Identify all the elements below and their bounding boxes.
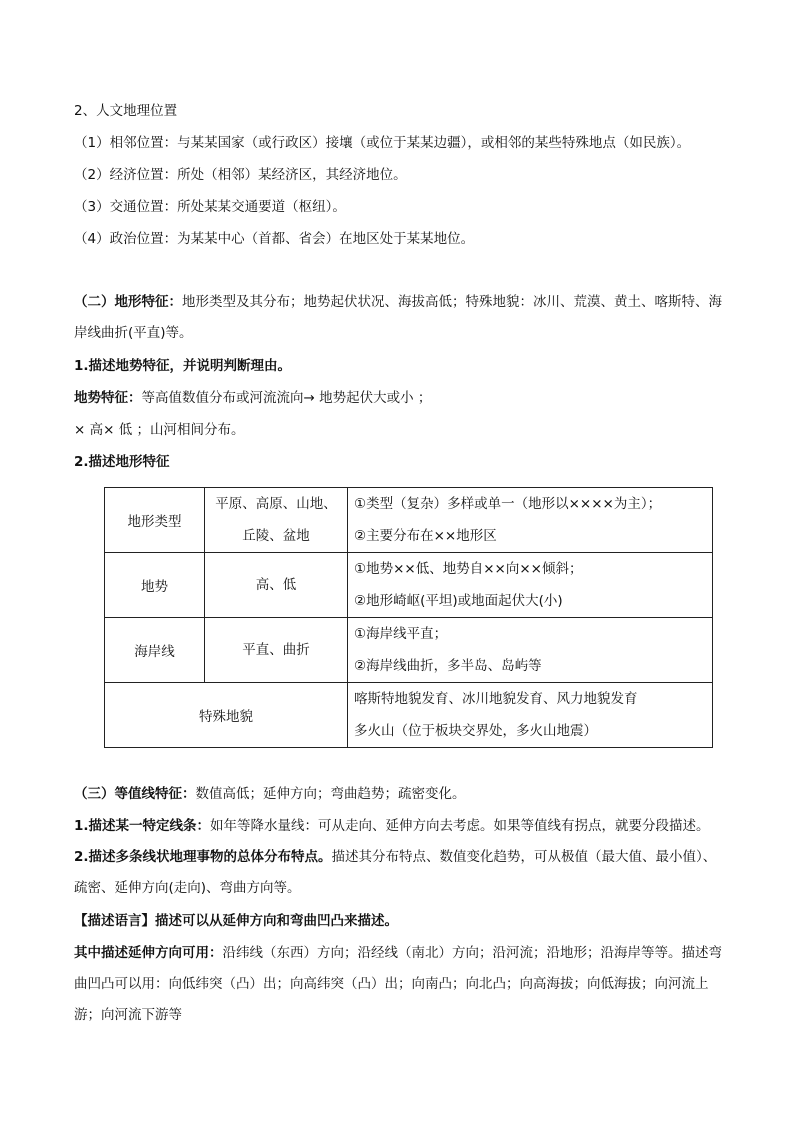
cell-line: 平直、曲折 (242, 642, 310, 658)
isoline-p1-text: 如年等降水量线：可从走向、延伸方向去考虑。如果等值线有拐点，就要分段描述。 (210, 818, 710, 834)
table-cell-values (205, 553, 348, 618)
cell-line: ②地形崎岖(平坦)或地面起伏大(小) (354, 593, 563, 609)
isoline-p1-label: 1.描述某一特定线条： (74, 818, 211, 834)
terrain-heading-text: 地形类型及其分布；地势起伏状况、海拔高低；特殊地貌：冰川、荒漠、黄土、喀斯特、海岸线曲折(平直)等。 (74, 294, 722, 341)
table-cell-description (348, 553, 713, 618)
table-cell-values (205, 488, 348, 553)
table-row (105, 488, 713, 553)
table-cell-type: 地形类型 (105, 488, 205, 553)
cell-line: ①类型（复杂）多样或单一（地形以××××为主）； (354, 496, 662, 512)
cell-line: ①海岸线平直； (354, 626, 448, 642)
cell-line: ②海岸线曲折，多半岛、岛屿等 (354, 658, 542, 674)
isoline-p4-text: 沿纬线（东西）方向；沿经线（南北）方向；沿河流；沿地形；沿海岸等等。描述弯曲凹凸可以用：向低纬突（凸）出；向高纬突（凸）出；向南凸；向北凸；向高海拔；向低海拔；向河流上游；向河流下游等 (74, 945, 722, 1023)
isoline-heading-text: 数值高低；延伸方向；弯曲趋势；疏密变化。 (195, 786, 466, 802)
terrain-heading-label: （二）地形特征： (74, 294, 182, 310)
relief-feature-line-2: × 高× 低 ；山河相间分布。 (74, 422, 245, 438)
isoline-p2-text: 描述其分布特点、数值变化趋势，可从极值（最大值、最小值）、疏密、延伸方向(走向)、弯曲方向等。 (74, 849, 717, 896)
terrain-heading (74, 287, 722, 349)
table-cell-values (205, 618, 348, 683)
section-human-title: 2、人文地理位置 (74, 103, 178, 119)
table-cell-type: 地势 (105, 553, 205, 618)
cell-line: ②主要分布在××地形区 (354, 528, 497, 544)
isoline-description-language: 【描述语言】描述可以从延伸方向和弯曲凹凸来描述。 (74, 913, 398, 929)
table-cell-description (348, 488, 713, 553)
isoline-heading-label: （三）等值线特征： (74, 786, 196, 802)
human-item-3: （3）交通位置：所处某某交通要道（枢纽）。 (74, 199, 346, 215)
table-row (105, 553, 713, 618)
isoline-p4-label: 其中描述延伸方向可用： (74, 945, 223, 961)
table-cell-description (348, 683, 713, 748)
human-item-4: （4）政治位置：为某某中心（首都、省会）在地区处于某某地位。 (74, 231, 475, 247)
human-item-1: （1）相邻位置：与某某国家（或行政区）接壤（或位于某某边疆），或相邻的某些特殊地点（如民族）。 (74, 135, 691, 151)
human-item-2: （2）经济位置：所处（相邻）某经济区，其经济地位。 (74, 167, 407, 183)
table-row (105, 683, 713, 748)
terrain-sub2-title: 2.描述地形特征 (74, 454, 170, 470)
isoline-paragraph-2 (74, 842, 722, 904)
table-cell-type: 海岸线 (105, 618, 205, 683)
table-row (105, 618, 713, 683)
isoline-paragraph-4 (74, 938, 722, 1031)
cell-line: 喀斯特地貌发育、冰川地貌发育、风力地貌发育 (354, 691, 638, 707)
terrain-feature-table (104, 487, 713, 748)
terrain-sub1-title: 1.描述地势特征，并说明判断理由。 (74, 358, 292, 374)
cell-line: 丘陵、盆地 (242, 528, 310, 544)
isoline-p2-label: 2.描述多条线状地理事物的总体分布特点。 (74, 849, 332, 865)
cell-line: ①地势××低、地势自××向××倾斜； (354, 561, 583, 577)
cell-line: 平原、高原、山地、 (215, 496, 337, 512)
relief-feature-line (74, 388, 431, 408)
cell-line: 高、低 (255, 577, 297, 593)
table-cell-description (348, 618, 713, 683)
table-cell-type: 特殊地貌 (105, 683, 348, 748)
relief-feature-label: 地势特征： (74, 390, 142, 406)
isoline-heading (74, 784, 466, 804)
relief-feature-text: 等高值数值分布或河流流向→ 地势起伏大或小 ； (141, 390, 432, 406)
isoline-paragraph-1 (74, 816, 710, 836)
cell-line: 多火山（位于板块交界处，多火山地震） (354, 723, 597, 739)
